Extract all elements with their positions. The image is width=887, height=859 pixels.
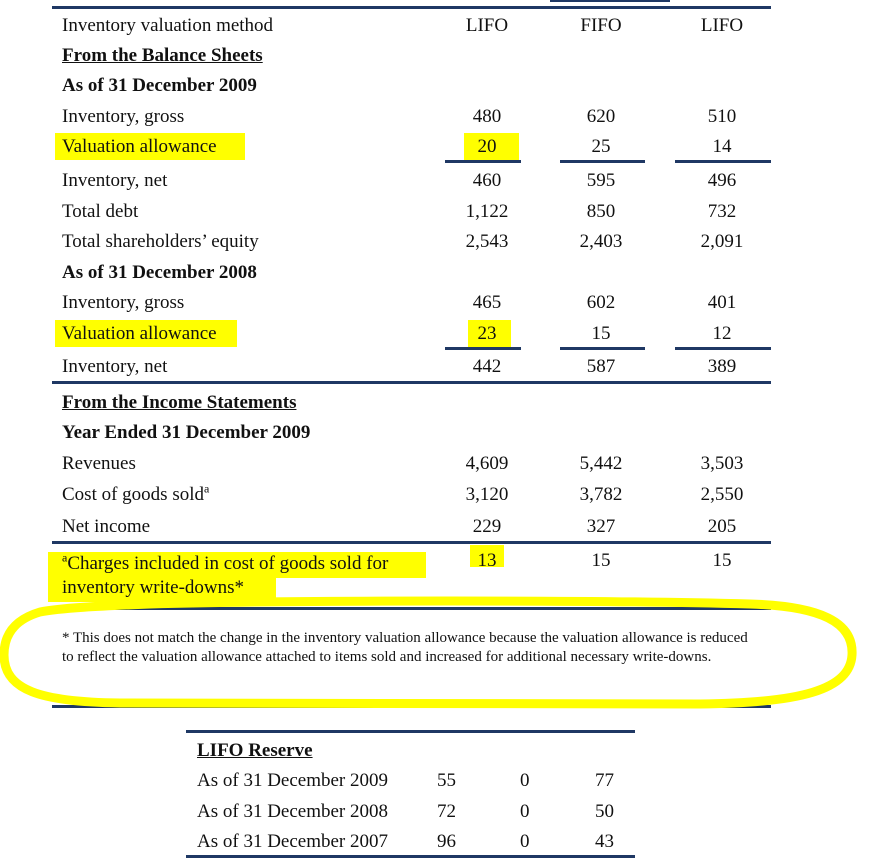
row-label: Valuation allowance xyxy=(62,323,217,344)
section-rule xyxy=(52,541,771,544)
cell-value: 389 xyxy=(707,356,737,377)
cell-value: 460 xyxy=(472,170,502,191)
row-label: Total debt xyxy=(62,201,139,222)
cell-value: 1,122 xyxy=(465,201,509,222)
footnote-label-line2: inventory write-downs* xyxy=(62,577,245,598)
row-label: Inventory, gross xyxy=(62,106,185,127)
top-rule xyxy=(52,6,771,9)
column-header-3: LIFO xyxy=(700,15,744,36)
reserve-row-label: As of 31 December 2007 xyxy=(197,831,389,852)
subtotal-rule xyxy=(675,160,771,163)
cell-value: 25 xyxy=(591,136,611,157)
reserve-value: 55 xyxy=(437,770,456,791)
cell-value: 2,091 xyxy=(700,231,744,252)
note-top-rule xyxy=(52,607,771,610)
year-2009-title: As of 31 December 2009 xyxy=(62,75,257,96)
footnote-text-line1: Charges included in cost of goods sold for xyxy=(67,553,389,574)
note-bottom-rule xyxy=(52,705,771,708)
cell-value: 229 xyxy=(472,516,502,537)
subtotal-rule xyxy=(445,160,521,163)
reserve-row-label: As of 31 December 2008 xyxy=(197,801,389,822)
cell-value: 587 xyxy=(586,356,616,377)
reserve-value: 77 xyxy=(595,770,614,791)
cell-value: 14 xyxy=(712,136,732,157)
subtotal-rule xyxy=(560,347,645,350)
lifo-reserve-top-rule xyxy=(186,730,635,733)
year-2008-title: As of 31 December 2008 xyxy=(62,262,257,283)
cell-value: 732 xyxy=(707,201,737,222)
superscript-a: a xyxy=(204,481,210,496)
cell-value: 15 xyxy=(591,550,611,571)
row-label: Valuation allowance xyxy=(62,136,217,157)
cell-value: 12 xyxy=(712,323,732,344)
row-label: Net income xyxy=(62,516,151,537)
cell-value: 327 xyxy=(586,516,616,537)
cell-value: 20 xyxy=(477,136,497,157)
cell-value: 602 xyxy=(586,292,616,313)
reserve-value: 50 xyxy=(595,801,614,822)
reserve-row-label: As of 31 December 2009 xyxy=(197,770,389,791)
cell-value: 620 xyxy=(586,106,616,127)
cell-value: 205 xyxy=(707,516,737,537)
cell-value: 442 xyxy=(472,356,502,377)
cell-value: 850 xyxy=(586,201,616,222)
row-label-text: Cost of goods sold xyxy=(62,484,204,505)
superscript-a: a xyxy=(62,550,68,565)
subtotal-rule xyxy=(445,347,521,350)
section-rule xyxy=(52,381,771,384)
cell-value: 496 xyxy=(707,170,737,191)
cell-value: 465 xyxy=(472,292,502,313)
income-statements-subtitle: Year Ended 31 December 2009 xyxy=(62,422,311,443)
row-label: Inventory, net xyxy=(62,356,168,377)
cell-value: 13 xyxy=(477,550,497,571)
reserve-value: 0 xyxy=(520,801,530,822)
cell-value: 3,503 xyxy=(700,453,744,474)
reserve-value: 0 xyxy=(520,770,530,791)
row-label: Inventory, gross xyxy=(62,292,185,313)
subtotal-rule xyxy=(675,347,771,350)
cell-value: 595 xyxy=(586,170,616,191)
cell-value: 2,550 xyxy=(700,484,744,505)
footnote-label-line1 xyxy=(62,550,389,575)
column-header-2: FIFO xyxy=(580,15,622,36)
cell-value: 23 xyxy=(477,323,497,344)
reserve-value: 43 xyxy=(595,831,614,852)
cell-value: 3,782 xyxy=(579,484,623,505)
lifo-reserve-title: LIFO Reserve xyxy=(197,740,313,761)
top-rule-stub xyxy=(550,0,670,2)
cell-value: 510 xyxy=(707,106,737,127)
balance-sheets-title: From the Balance Sheets xyxy=(62,45,263,66)
note-text: * This does not match the change in the inventory valuation allowance because the valuation allowance is reduced to reflect the valuation allowance attached to items sold and increased for additional necessary write-downs. xyxy=(62,630,748,665)
lifo-reserve-bottom-rule xyxy=(186,855,635,858)
cell-value: 3,120 xyxy=(465,484,509,505)
cell-value: 2,403 xyxy=(579,231,623,252)
cell-value: 15 xyxy=(591,323,611,344)
cell-value: 480 xyxy=(472,106,502,127)
income-statements-title: From the Income Statements xyxy=(62,392,297,413)
cell-value: 2,543 xyxy=(465,231,509,252)
cell-value: 15 xyxy=(712,550,732,571)
cell-value: 5,442 xyxy=(579,453,623,474)
reserve-value: 72 xyxy=(437,801,456,822)
cell-value: 4,609 xyxy=(465,453,509,474)
cell-value: 401 xyxy=(707,292,737,313)
row-label: Revenues xyxy=(62,453,136,474)
row-label-cogs xyxy=(62,481,210,506)
subtotal-rule xyxy=(560,160,645,163)
column-header-1: LIFO xyxy=(465,15,509,36)
reserve-value: 96 xyxy=(437,831,456,852)
row-label: Total shareholders’ equity xyxy=(62,231,259,252)
header-row-label: Inventory valuation method xyxy=(62,15,274,36)
row-label: Inventory, net xyxy=(62,170,168,191)
reserve-value: 0 xyxy=(520,831,530,852)
